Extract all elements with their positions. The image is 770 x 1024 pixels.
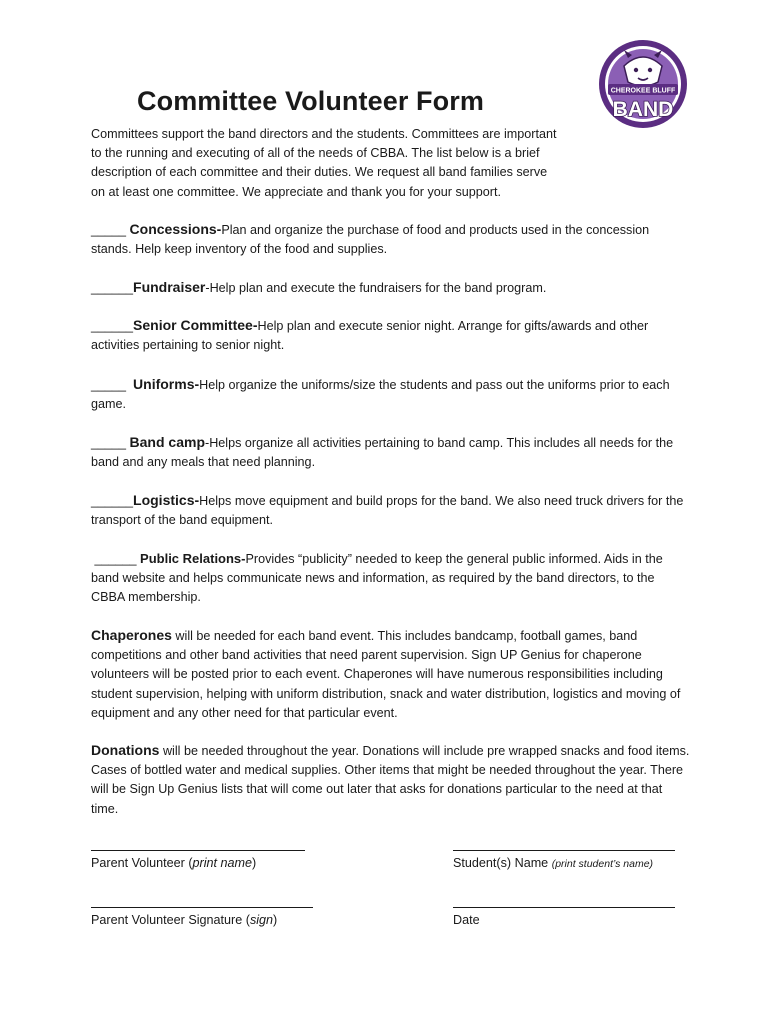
chaperones-paragraph xyxy=(91,626,691,723)
committee-desc: Help plan and execute senior night. Arrange for gifts/awards and other activities pertaining to senior night. xyxy=(91,319,649,353)
committee-item-logistics xyxy=(91,491,691,530)
committee-name: Band camp xyxy=(129,434,205,450)
date-line[interactable] xyxy=(453,907,675,908)
bulldog-band-logo-icon xyxy=(594,38,692,130)
parent-name-line[interactable] xyxy=(91,850,305,851)
committee-blank[interactable]: _____ xyxy=(91,378,127,392)
parent-signature-label: Parent Volunteer Signature (sign) xyxy=(91,913,278,927)
committee-name: Concessions- xyxy=(129,221,222,237)
committee-item-fundraiser xyxy=(91,278,691,298)
donations-term: Donations xyxy=(91,742,160,758)
donations-text: will be needed throughout the year. Donations will include pre wrapped snacks and food items. Cases of bottled water and medical supplies. Other items that might be needed throughout the year. There will be Sign Up Genius lists that will come out later that asks for donations particular to the need at that time. xyxy=(91,744,690,816)
parent-signature-line[interactable] xyxy=(91,907,313,908)
intro-paragraph: Committees support the band directors and the students. Committees are important to the running and executing of all of the needs of CBBA. The list below is a brief description of each committee and their duties. We request all band families serve on at least one committee. We appreciate and thank you for your support. xyxy=(91,127,557,199)
chaperones-term: Chaperones xyxy=(91,627,172,643)
committee-name: Logistics- xyxy=(133,492,200,508)
committee-name: Uniforms- xyxy=(133,376,200,392)
committee-blank[interactable]: ______ xyxy=(91,281,134,295)
committee-blank[interactable]: ______ xyxy=(91,494,134,508)
committee-name: Senior Committee- xyxy=(133,317,258,333)
committee-item-concessions xyxy=(91,220,691,259)
date-label: Date xyxy=(453,913,480,927)
logo-arc-text: CHEROKEE BLUFF xyxy=(610,87,676,95)
page-title: Committee Volunteer Form xyxy=(137,86,484,116)
chaperones-text: will be needed for each band event. This includes bandcamp, football games, band competitions and other band activities that need parent supervision. Sign UP Genius for chaperone volunteers will be posted prior to each event. Chaperones will have numerous responsibilities including student supervision, helping with uniform distribution, snack and water distribution, logistics and moving of equipment and any other need for that particular event. xyxy=(91,629,681,720)
committee-item-senior xyxy=(91,316,691,355)
parent-name-label: Parent Volunteer (print name) xyxy=(91,856,257,870)
donations-paragraph xyxy=(91,741,691,819)
committee-desc: -Help plan and execute the fundraisers for the band program. xyxy=(205,281,547,295)
logo-band-word: BAND xyxy=(612,98,674,121)
committee-item-band-camp xyxy=(91,433,691,472)
committee-desc: Provides “publicity” needed to keep the general public informed. Aids in the band website and helps communicate news and information, as required by the band directors, to the CBBA membership. xyxy=(91,552,663,605)
committee-item-uniforms xyxy=(91,375,691,414)
student-name-label: Student(s) Name (print student’s name) xyxy=(453,856,654,870)
committee-desc: -Helps organize all activities pertaining to band camp. This includes all needs for the band and any meals that need planning. xyxy=(91,436,674,470)
committee-name: Public Relations- xyxy=(140,551,246,566)
committee-desc: Help organize the uniforms/size the students and pass out the uniforms prior to each game. xyxy=(91,378,670,412)
committee-blank[interactable]: _____ xyxy=(91,436,127,450)
committee-blank[interactable]: ______ xyxy=(94,552,137,566)
committee-desc: Plan and organize the purchase of food and products used in the concession stands. Help keep inventory of the food and supplies. xyxy=(91,223,650,257)
student-name-line[interactable] xyxy=(453,850,675,851)
committee-blank[interactable]: ______ xyxy=(91,319,134,333)
committee-blank[interactable]: _____ xyxy=(91,223,127,237)
committee-name: Fundraiser xyxy=(133,279,206,295)
committee-desc: Helps move equipment and build props for the band. We also need truck drivers for the transport of the band equipment. xyxy=(91,494,684,528)
committee-item-public-relations xyxy=(91,549,691,608)
